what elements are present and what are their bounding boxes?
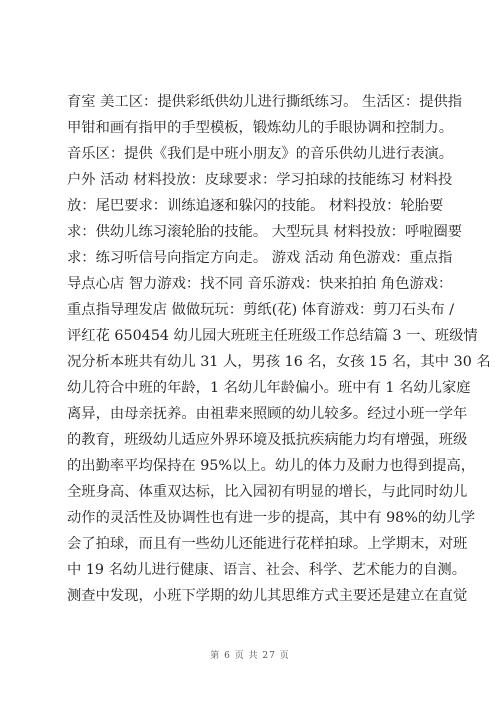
body-text: [67, 89, 491, 609]
text-line: 音乐区：提供《我们是中班小朋友》的音乐供幼儿进行表演。: [67, 146, 454, 162]
text-line: 况分析本班共有幼儿 31 人，男孩 16 名，女孩 15 名，其中 30 名: [67, 354, 491, 370]
text-line: 的出勤率平均保持在 95%以上。幼儿的体力及耐力也得到提高，: [67, 458, 476, 474]
page-number: 第 6 页 共 27 页: [210, 651, 290, 661]
text-line: 幼儿符合中班的年龄，1 名幼儿年龄偏小。班中有 1 名幼儿家庭: [67, 380, 471, 396]
text-line: 甲钳和画有指甲的手型模板，锻炼幼儿的手眼协调和控制力。: [67, 120, 454, 136]
text-line: 会了拍球，而且有一些幼儿还能进行花样拍球。上学期末，对班: [67, 536, 468, 552]
text-line: 评红花 650454 幼儿园大班班主任班级工作总结篇 3 一、班级情: [67, 328, 478, 344]
text-line: 育室 美工区：提供彩纸供幼儿进行撕纸练习。 生活区：提供指: [67, 94, 463, 110]
text-line: 全班身高、体重双达标，比入园初有明显的增长，与此同时幼儿: [67, 484, 468, 500]
text-line: 求：练习听信号向指定方向走。 游戏 活动 角色游戏：重点指: [67, 250, 453, 266]
text-line: 户外 活动 材料投放：皮球要求：学习拍球的技能练习 材料投: [67, 172, 453, 188]
text-line: 重点指导理发店 做做玩玩：剪纸(花) 体育游戏：剪刀石头布 /: [67, 302, 455, 318]
text-line: 导点心店 智力游戏：找不同 音乐游戏：快来拍拍 角色游戏：: [67, 276, 453, 292]
text-line: 动作的灵活性及协调性也有进一步的提高，其中有 98%的幼儿学: [67, 510, 476, 526]
text-line: 测查中发现，小班下学期的幼儿其思维方式主要还是建立在直觉: [67, 588, 468, 604]
text-line: 的教育，班级幼儿适应外界环境及抵抗疾病能力均有增强，班级: [67, 432, 468, 448]
text-line: 求：供幼儿练习滚轮胎的技能。 大型玩具 材料投放：呼啦圈要: [67, 224, 463, 240]
text-line: 离异，由母亲抚养。由祖辈来照顾的幼儿较多。经过小班一学年: [67, 406, 468, 422]
text-line: 中 19 名幼儿进行健康、语言、社会、科学、艺术能力的自测。: [67, 562, 466, 578]
text-line: 放：尾巴要求：训练追逐和躲闪的技能。 材料投放：轮胎要: [67, 198, 444, 214]
